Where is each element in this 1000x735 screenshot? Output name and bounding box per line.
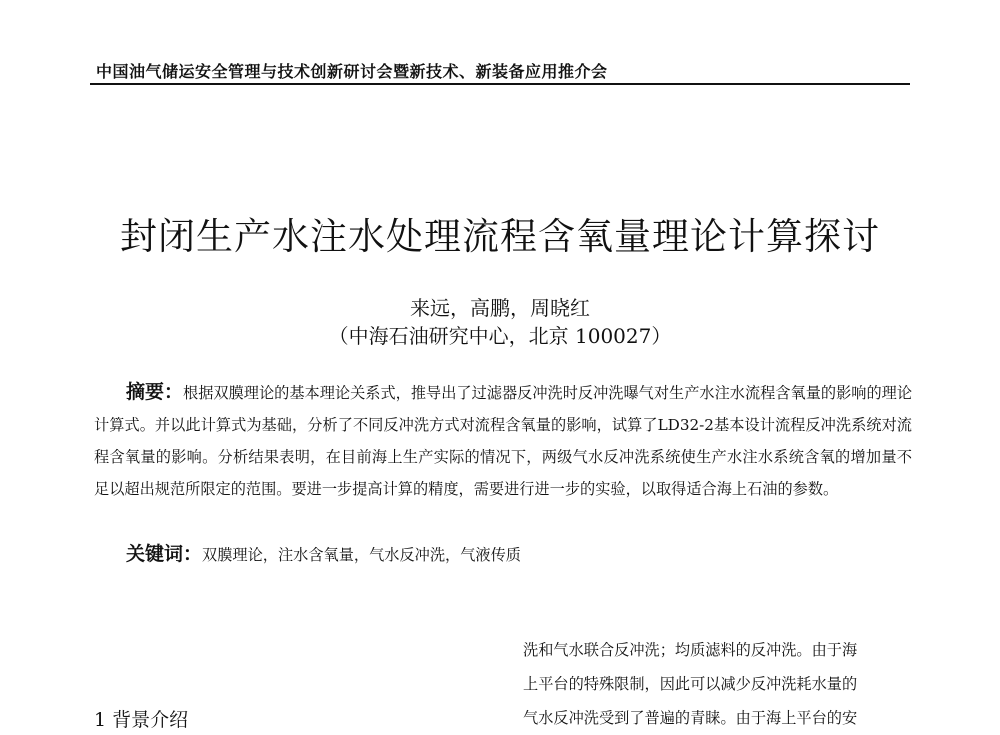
header-divider xyxy=(90,83,910,85)
paper-authors: 来远，高鹏，周晓红 xyxy=(410,296,590,320)
keywords-label: 关键词： xyxy=(126,543,203,565)
right-column-text xyxy=(523,633,912,735)
keywords-text: 双膜理论，注水含氧量，气水反冲洗，气液传质 xyxy=(202,546,521,564)
body-text-line: 上平台的特殊限制，因此可以减少反冲洗耗水量的 xyxy=(523,675,858,693)
section-heading: 1 背景介绍 xyxy=(94,709,189,731)
body-text-line: 气水反冲洗受到了普遍的青睐。由于海上平台的安 xyxy=(523,709,858,727)
conference-header: 中国油气储运安全管理与技术创新研讨会暨新技术、新装备应用推介会 xyxy=(96,62,608,81)
body-text-line: 洗和气水联合反冲洗；均质滤料的反冲洗。由于海 xyxy=(523,641,858,659)
abstract-text: 根据双膜理论的基本理论关系式，推导出了过滤器反冲洗时反冲洗曝气对生产水注水流程含氧量的影响的理论计算式。并以此计算式为基础，分析了不同反冲洗方式对流程含氧量的影响，试算了LD32-2基本设计流程反冲洗系统对流程含氧量的影响。分析结果表明，在目前海上生产实际的情况下，两级气水反冲洗系统使生产水注水系统含氧的增加量不足以超出规范所限定的范围。要进一步提高计算的精度，需要进行进一步的实验，以取得适合海上石油的参数。 xyxy=(94,384,913,498)
abstract xyxy=(94,376,912,505)
paper-affiliation: （中海石油研究中心，北京 100027） xyxy=(328,324,672,348)
paper-title: 封闭生产水注水处理流程含氧量理论计算探讨 xyxy=(120,215,880,258)
keywords xyxy=(126,538,521,571)
abstract-label: 摘要： xyxy=(126,381,184,403)
